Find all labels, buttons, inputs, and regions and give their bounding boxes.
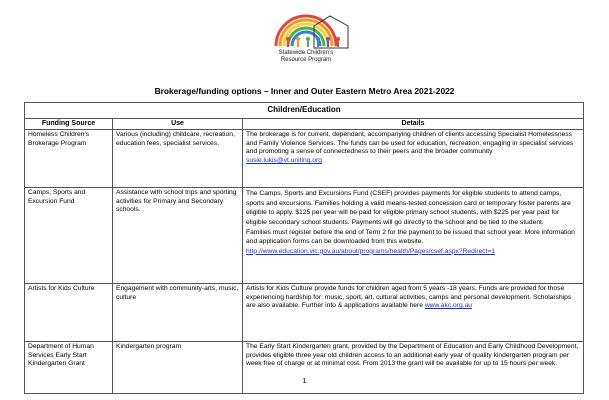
- rainbow-house-logo-icon: [258, 12, 354, 52]
- details-text: The brokerage is for current, dependant, accompanying children of clients accessing Specialist Homelessness and Family Violence Services. The funds can be used for education, recreation, engaging in specialist services and promoting a sense of connectedness to their peers and the broader community: [246, 131, 574, 156]
- table-row: [25, 284, 584, 342]
- page-number: 1: [302, 378, 307, 385]
- org-name-line1: Statewide Children's: [278, 50, 334, 56]
- funding-source-cell: Homeless Children's Brokerage Program: [25, 130, 113, 188]
- table-row: [25, 130, 584, 188]
- table-row: [25, 188, 584, 284]
- details-cell: [243, 188, 584, 284]
- logo: [258, 12, 354, 74]
- org-name-line2: Resource Program: [280, 57, 332, 63]
- details-cell: [243, 130, 584, 188]
- use-cell: Assistance with school trips and sporting activities for Primary and Secondary schools.: [113, 188, 243, 284]
- column-header-source: Funding Source: [25, 118, 113, 130]
- table-header-row: [25, 118, 584, 130]
- csef-website-link[interactable]: http://www.education.vic.gov.au/about/programs/health/Pages/csef.aspx?Redirect=1: [246, 247, 496, 255]
- funding-source-cell: Camps, Sports and Excursion Fund: [25, 188, 113, 284]
- details-text-more: Families must register before the end of Term 2 for the payment to be issued that school year. More information and application forms can be downloaded from this website.: [246, 228, 575, 246]
- table-row: [25, 342, 584, 394]
- section-heading: Children/Education: [25, 103, 584, 119]
- details-text: Artists for Kids Culture provide funds for children aged from 5 years -18 years. Funds are provided for those experiencing hardship for: music, sport, art, cultural activities, camps and personal development. Scholarships are also available. Further info & applications available here: [246, 285, 572, 310]
- details-cell: [243, 284, 584, 342]
- details-cell: The Early Start Kindergarten grant, provided by the Department of Education and Early Childhood Development, provides eligible three year old children access to an additional early year of quality kindergarten program per week free of charge or at minimal cost. From 2013 the grant will be available for up to 15 hours per week.: [243, 342, 584, 394]
- column-header-use: Use: [113, 118, 243, 130]
- org-name: [250, 50, 362, 64]
- funding-source-cell: Artists for Kids Culture: [25, 284, 113, 342]
- funding-source-cell: Department of Human Services Early Start Kindergarten Grant: [25, 342, 113, 394]
- use-cell: Engagement with community-arts, music, culture: [113, 284, 243, 342]
- use-cell: Kindergarten program: [113, 342, 243, 394]
- column-header-details: Details: [243, 118, 584, 130]
- details-text: The Camps, Sports and Excursions Fund (CSEF) provides payments for eligible students to attend camps, sports and excursions. Families holding a valid means-tested concession card or temporary foster parents are eligible to apply. $125 per year will be paid for eligible primary school students, with $225 per year paid for eligible secondary school students. Payments will go directly to the school and be tied to the student.: [246, 190, 571, 226]
- akc-website-link[interactable]: www.akc.org.au: [424, 302, 473, 310]
- funding-table: [24, 102, 584, 394]
- use-cell: Various (including) childcare, recreation, education fees, specialist services,: [113, 130, 243, 188]
- contact-email-link[interactable]: susie.lukis@vt.uniting.org: [246, 156, 322, 164]
- document-title: Brokerage/funding options – Inner and Outer Eastern Metro Area 2021-2022: [154, 86, 455, 96]
